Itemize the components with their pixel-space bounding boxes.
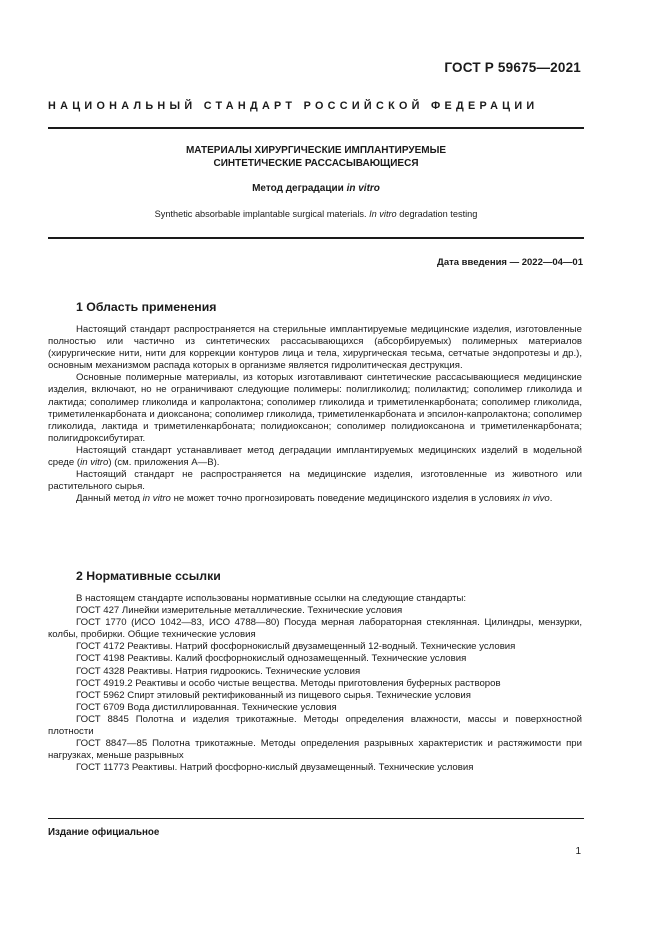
text-run: не может точно прогнозировать поведение медицинского изделия в условиях — [170, 493, 523, 505]
paragraph: Настоящий стандарт распространяется на стерильные имплантируемые медицинские изделия, изготовленные полностью или частично из синтетических рассасывающихся (абсорбируемых) полимерных материалов (хирургические нити, нити для коррекции контуров лица и тела, хирургическая тесьма, сетчатые эндопротезы и др.), основным механизмом распада которых в организме является гидролитическая деструкция. — [48, 324, 582, 372]
paragraph: В настоящем стандарте использованы нормативные ссылки на следующие стандарты: — [76, 593, 467, 604]
title-rule — [48, 237, 584, 239]
english-prefix: Synthetic absorbable implantable surgical materials. — [154, 209, 370, 219]
section-2-heading: 2 Нормативные ссылки — [76, 569, 221, 583]
header-rule — [48, 127, 584, 129]
reference-item: ГОСТ 4919.2 Реактивы и особо чистые вещества. Методы приготовления буферных растворов — [76, 677, 501, 689]
reference-item: ГОСТ 11773 Реактивы. Натрий фосфорно-кислый двузамещенный. Технические условия — [76, 762, 474, 774]
method-subtitle — [48, 183, 584, 194]
english-title — [48, 209, 584, 219]
reference-item: ГОСТ 6709 Вода дистиллированная. Технические условия — [76, 701, 337, 713]
national-standard-banner: НАЦИОНАЛЬНЫЙ СТАНДАРТ РОССИЙСКОЙ ФЕДЕРАЦИИ — [48, 100, 539, 112]
english-suffix: degradation testing — [396, 209, 478, 219]
english-italic: In vitro — [369, 209, 397, 219]
text-run: Настоящий стандарт устанавливает метод деградации имплантируемых медицинских изделий в модельной среде ( — [48, 444, 582, 469]
reference-item: ГОСТ 5962 Спирт этиловый ректификованный из пищевого сырья. Технические условия — [76, 689, 471, 701]
reference-item: ГОСТ 4198 Реактивы. Калий фосфорнокислый однозамещенный. Технические условия — [76, 653, 467, 665]
section-1-heading: 1 Область применения — [76, 300, 217, 314]
reference-item: ГОСТ 8847—85 Полотна трикотажные. Методы определения разрывных характеристик и растяжимости при нагрузках, меньше разрывных — [48, 738, 582, 762]
italic-run: in vivo — [522, 493, 550, 505]
paragraph — [48, 493, 582, 505]
reference-item: ГОСТ 1770 (ИСО 1042—83, ИСО 4788—80) Посуда мерная лабораторная стеклянная. Цилиндры, мензурки, колбы, пробирки. Общие технические условия — [48, 617, 582, 641]
official-edition-label: Издание официальное — [48, 827, 160, 838]
italic-run: in vitro — [142, 493, 171, 505]
text-run: . — [549, 493, 553, 505]
text-run: ) (см. приложения А—В). — [108, 457, 220, 469]
method-prefix: Метод деградации — [252, 183, 347, 194]
document-number: ГОСТ Р 59675—2021 — [444, 60, 581, 75]
italic-run: in vitro — [80, 457, 109, 469]
title-line-1: МАТЕРИАЛЫ ХИРУРГИЧЕСКИЕ ИМПЛАНТИРУЕМЫЕ — [185, 145, 447, 156]
document-title — [48, 145, 584, 170]
reference-item: ГОСТ 8845 Полотна и изделия трикотажные. Методы определения влажности, массы и поверхностной плотности — [48, 713, 582, 738]
reference-item: ГОСТ 4172 Реактивы. Натрий фосфорнокислый двузамещенный 12-водный. Технические условия — [76, 641, 516, 653]
reference-item: ГОСТ 4328 Реактивы. Натрия гидроокись. Технические условия — [76, 665, 361, 677]
date-of-introduction: Дата введения — 2022—04—01 — [437, 257, 583, 268]
section-1-body — [48, 324, 582, 505]
method-italic: in vitro — [346, 183, 380, 194]
paragraph: Настоящий стандарт не распространяется на медицинские изделия, изготовленные из животного или растительного сырья. — [48, 469, 582, 493]
title-line-2: СИНТЕТИЧЕСКИЕ РАССАСЫВАЮЩИЕСЯ — [213, 157, 419, 169]
footer-rule — [48, 818, 584, 819]
paragraph — [48, 445, 582, 469]
section-2-body — [48, 593, 582, 774]
reference-item: ГОСТ 427 Линейки измерительные металлические. Технические условия — [76, 605, 403, 617]
text-run: Данный метод — [76, 493, 143, 505]
page-number: 1 — [575, 846, 581, 857]
paragraph: Основные полимерные материалы, из которых изготавливают синтетические рассасывающиеся медицинские изделия, включают, но не ограничивают следующие полимеры: полигликолид; полилактид; сополимер гликолида и лактида; сополимер гликолида и капролактона; сополимер гликолида и триметиленкарбоната; сополимер гликолида, триметиленкарбоната и диоксанона; сополимер гликолида, триметиленкарбоната и эпсилон-капролактона; сополимер гликолида, лактида и триметиленкарбоната; полидиоксанон; сополимер полидиоксанона и триметиленкарбоната; полигидроксибутират. — [48, 372, 582, 444]
